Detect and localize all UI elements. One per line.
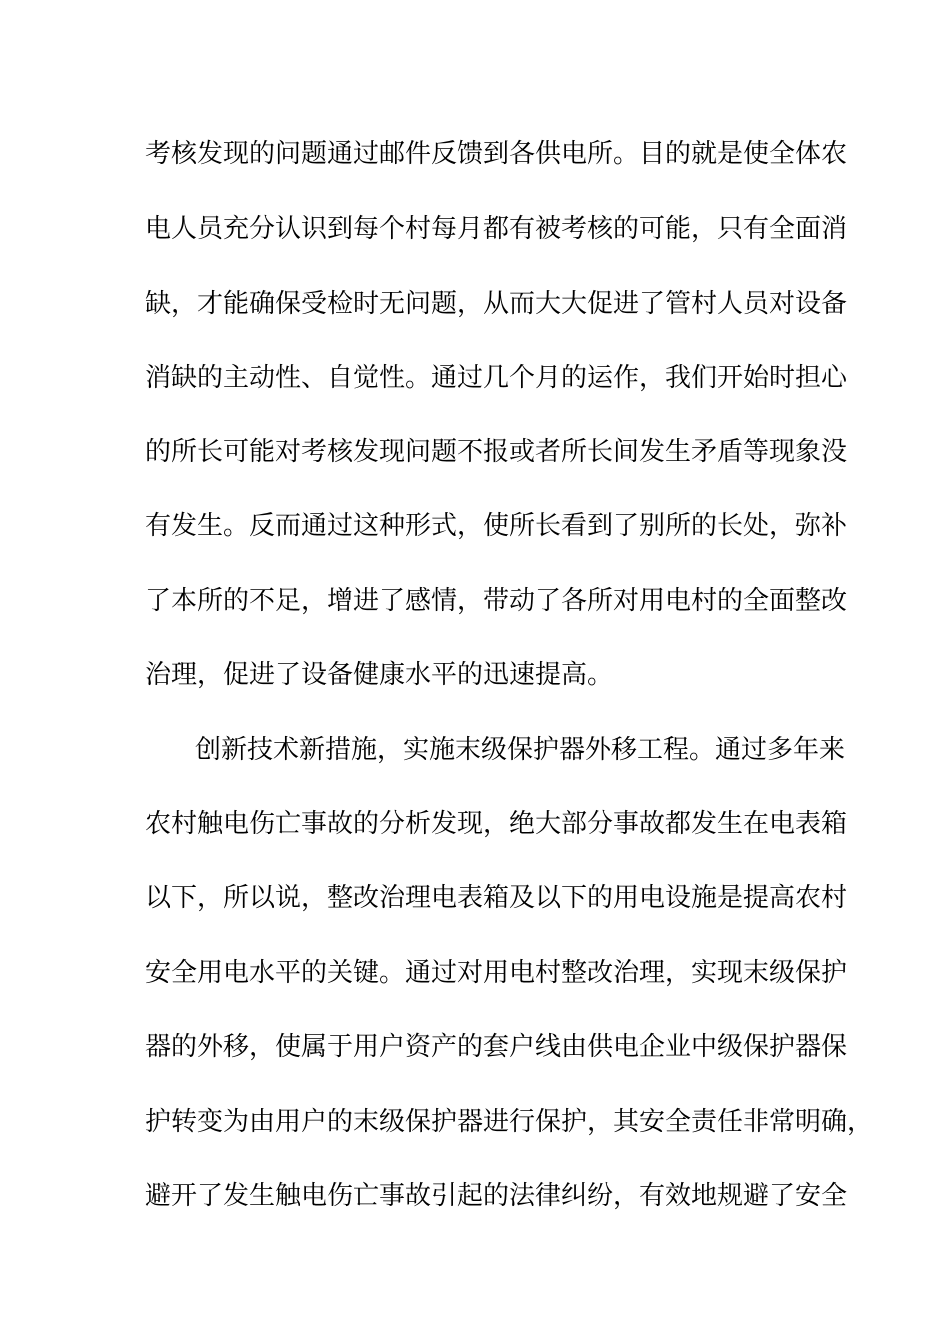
paragraph-1-line-7: 了本所的不足，增进了感情，带动了各所对用电村的全面整改 bbox=[145, 586, 848, 616]
paragraph-1-line-1: 考核发现的问题通过邮件反馈到各供电所。目的就是使全体农 bbox=[145, 139, 848, 169]
paragraph-1-line-8: 治理，促进了设备健康水平的迅速提高。 bbox=[145, 660, 614, 690]
paragraph-2-line-4: 安全用电水平的关键。通过对用电村整改治理，实现末级保护 bbox=[145, 958, 848, 988]
paragraph-1-line-4: 消缺的主动性、自觉性。通过几个月的运作，我们开始时担心 bbox=[145, 363, 848, 393]
paragraph-2-line-7: 避开了发生触电伤亡事故引起的法律纠纷，有效地规避了安全 bbox=[145, 1181, 848, 1211]
paragraph-1-line-3: 缺，才能确保受检时无问题，从而大大促进了管村人员对设备 bbox=[145, 289, 848, 319]
paragraph-2-line-3: 以下，所以说，整改治理电表箱及以下的用电设施是提高农村 bbox=[145, 883, 848, 913]
paragraph-1-line-6: 有发生。反而通过这种形式，使所长看到了别所的长处，弥补 bbox=[145, 511, 848, 541]
paragraph-2-line-5: 器的外移，使属于用户资产的套户线由供电企业中级保护器保 bbox=[145, 1032, 848, 1062]
paragraph-2-line-6: 护转变为由用户的末级保护器进行保护，其安全责任非常明确， bbox=[145, 1107, 874, 1137]
paragraph-2-line-1: 创新技术新措施，实施末级保护器外移工程。通过多年来 bbox=[195, 735, 846, 765]
paragraph-1-line-2: 电人员充分认识到每个村每月都有被考核的可能，只有全面消 bbox=[145, 214, 848, 244]
paragraph-2-line-2: 农村触电伤亡事故的分析发现，绝大部分事故都发生在电表箱 bbox=[145, 809, 848, 839]
paragraph-1-line-5: 的所长可能对考核发现问题不报或者所长间发生矛盾等现象没 bbox=[145, 437, 848, 467]
